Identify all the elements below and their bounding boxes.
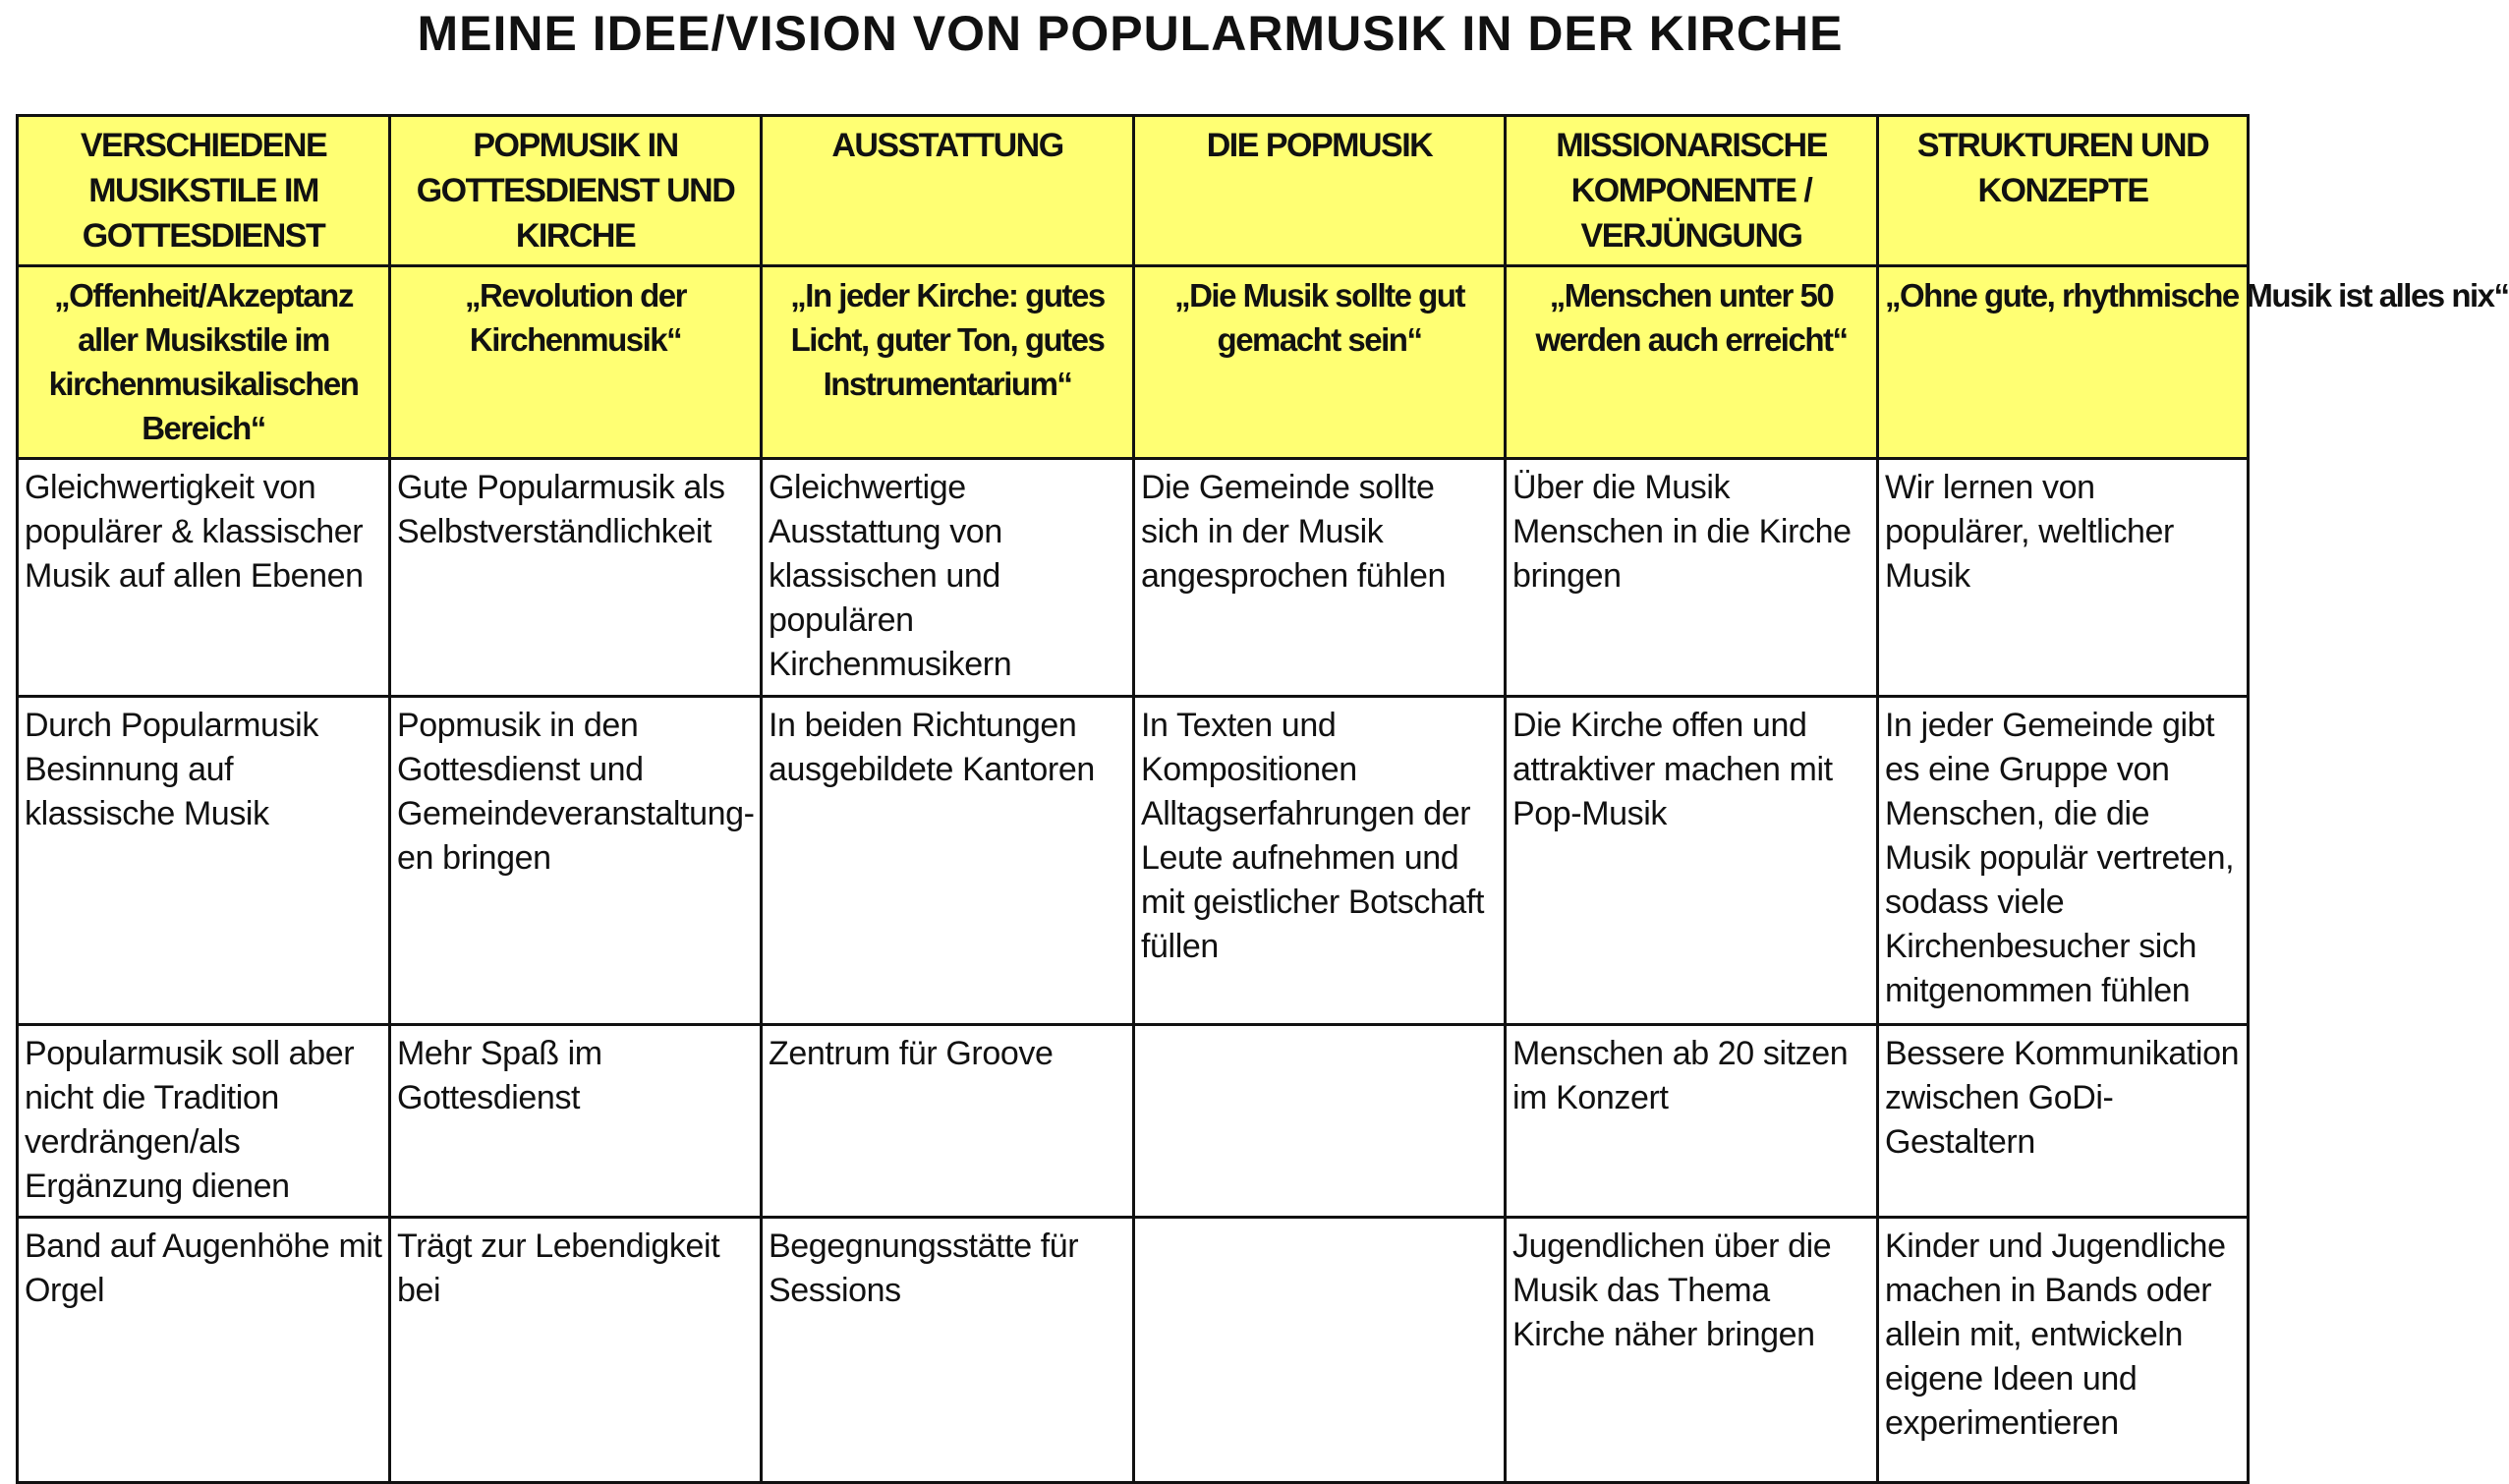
quote-cell: „Menschen unter 50 werden auch erreicht“ bbox=[1506, 266, 1878, 459]
table-cell: Gleichwertige Ausstattung von klassischen und populären Kirchenmusikern bbox=[762, 459, 1134, 697]
table-cell: Menschen ab 20 sitzen im Konzert bbox=[1506, 1025, 1878, 1218]
page-title: MEINE IDEE/VISION VON POPULARMUSIK IN DER KIRCHE bbox=[417, 6, 1844, 61]
table-cell: In Texten und Kompositionen Alltagserfahrungen der Leute aufnehmen und mit geistlicher Botschaft füllen bbox=[1134, 697, 1506, 1025]
table-cell: Durch Popularmusik Besinnung auf klassische Musik bbox=[18, 697, 390, 1025]
table-row bbox=[18, 459, 2249, 697]
column-header: AUSSTATTUNG bbox=[762, 116, 1134, 266]
table-cell: Gleichwertigkeit von populärer & klassischer Musik auf allen Ebenen bbox=[18, 459, 390, 697]
column-header: STRUKTUREN UND KONZEPTE bbox=[1878, 116, 2249, 266]
table-cell: Bessere Kommunikation zwischen GoDi-Gestaltern bbox=[1878, 1025, 2249, 1218]
table-cell: Kinder und Jugendliche machen in Bands oder allein mit, entwickeln eigene Ideen und experimentieren bbox=[1878, 1218, 2249, 1483]
table-cell: Band auf Augenhöhe mit Orgel bbox=[18, 1218, 390, 1483]
table-cell: Popmusik in den Gottesdienst und Gemeindeveranstaltung-en bringen bbox=[390, 697, 762, 1025]
table-cell bbox=[1134, 1218, 1506, 1483]
table-cell: In jeder Gemeinde gibt es eine Gruppe von Menschen, die die Musik populär vertreten, sodass viele Kirchenbesucher sich mitgenommen fühlen bbox=[1878, 697, 2249, 1025]
table-cell: Die Gemeinde sollte sich in der Musik angesprochen fühlen bbox=[1134, 459, 1506, 697]
quote-cell: „In jeder Kirche: gutes Licht, guter Ton, gutes Instrumentarium“ bbox=[762, 266, 1134, 459]
quote-row bbox=[18, 266, 2249, 459]
column-header: DIE POPMUSIK bbox=[1134, 116, 1506, 266]
table-cell: Über die Musik Menschen in die Kirche bringen bbox=[1506, 459, 1878, 697]
table-row bbox=[18, 1025, 2249, 1218]
quote-cell: „Offenheit/Akzeptanz aller Musikstile im kirchenmusikalischen Bereich“ bbox=[18, 266, 390, 459]
table-cell: Die Kirche offen und attraktiver machen mit Pop-Musik bbox=[1506, 697, 1878, 1025]
table-cell: Wir lernen von populärer, weltlicher Musik bbox=[1878, 459, 2249, 697]
table-cell: Popularmusik soll aber nicht die Tradition verdrängen/als Ergänzung dienen bbox=[18, 1025, 390, 1218]
table-cell: Jugendlichen über die Musik das Thema Kirche näher bringen bbox=[1506, 1218, 1878, 1483]
table-cell: Trägt zur Lebendigkeit bei bbox=[390, 1218, 762, 1483]
table-row bbox=[18, 1218, 2249, 1483]
table-cell bbox=[1134, 1025, 1506, 1218]
table-cell: Gute Popularmusik als Selbstverständlichkeit bbox=[390, 459, 762, 697]
table-cell: Zentrum für Groove bbox=[762, 1025, 1134, 1218]
table-cell: In beiden Richtungen ausgebildete Kantoren bbox=[762, 697, 1134, 1025]
column-header: POPMUSIK IN GOTTESDIENST UND KIRCHE bbox=[390, 116, 762, 266]
table-cell: Begegnungsstätte für Sessions bbox=[762, 1218, 1134, 1483]
column-header: VERSCHIEDENE MUSIKSTILE IM GOTTESDIENST bbox=[18, 116, 390, 266]
column-header-row bbox=[18, 116, 2249, 266]
table-row bbox=[18, 697, 2249, 1025]
column-header: MISSIONARISCHE KOMPONENTE / VERJÜNGUNG bbox=[1506, 116, 1878, 266]
vision-table bbox=[16, 114, 2509, 1484]
quote-cell: „Revolution der Kirchenmusik“ bbox=[390, 266, 762, 459]
quote-cell: „Ohne gute, rhythmische Musik ist alles nix“ bbox=[1878, 266, 2249, 459]
table-cell: Mehr Spaß im Gottesdienst bbox=[390, 1025, 762, 1218]
quote-cell: „Die Musik sollte gut gemacht sein“ bbox=[1134, 266, 1506, 459]
